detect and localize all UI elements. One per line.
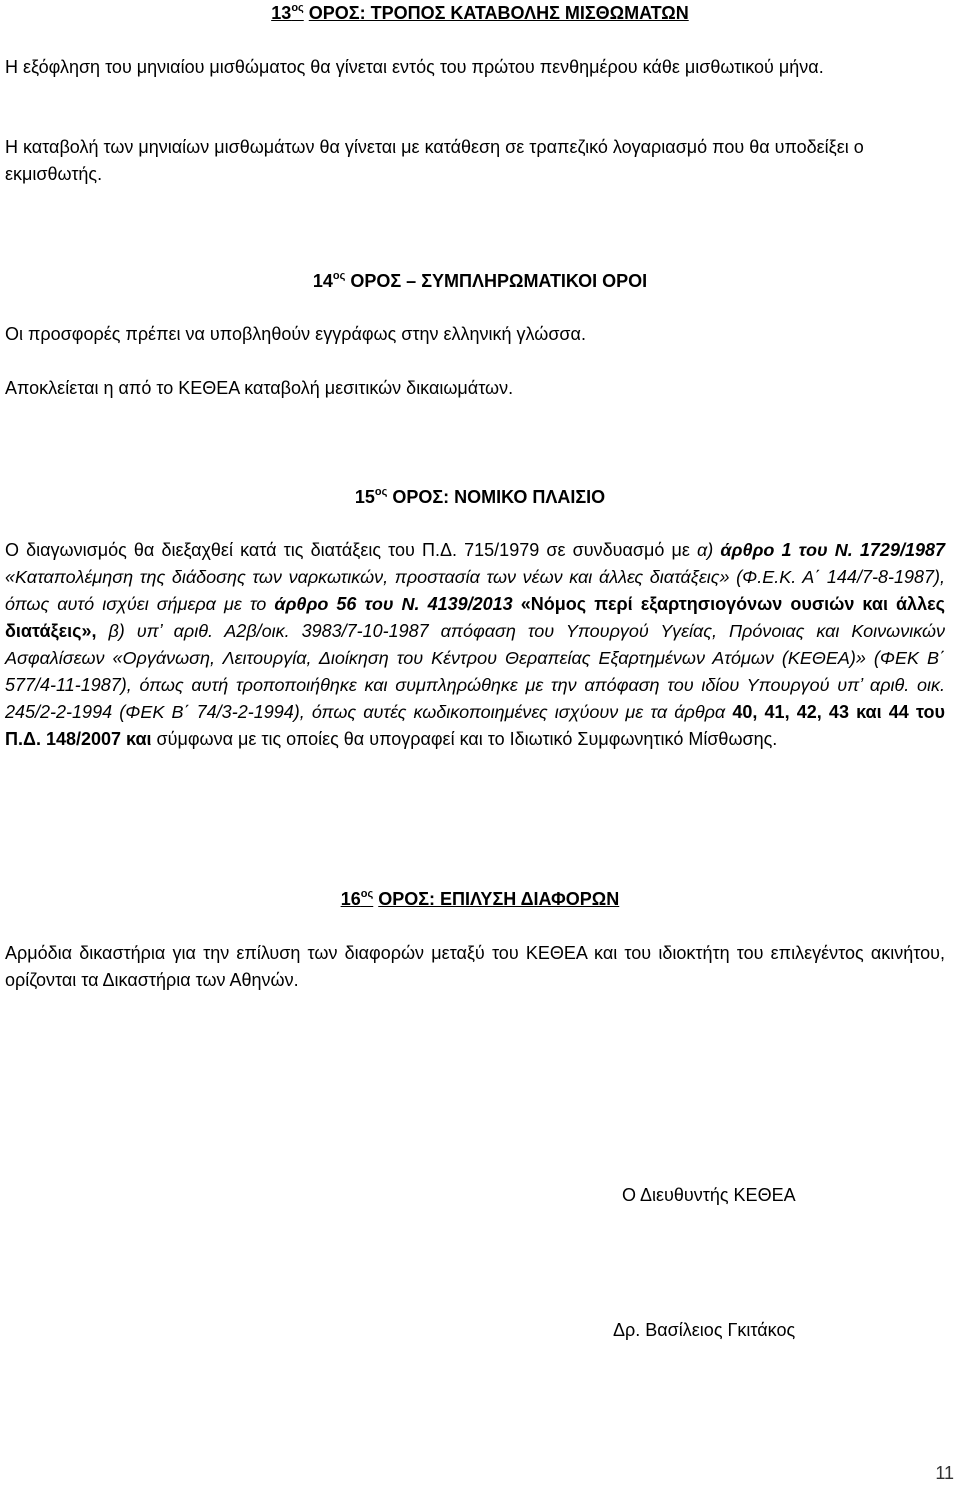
legal-text-7: «Νόμος περί εξαρτησιογόνων ουσιών και άλλες διατάξεις», bbox=[5, 594, 945, 641]
section-13-heading bbox=[0, 0, 960, 27]
legal-text-2: α) bbox=[697, 540, 721, 560]
section-16-heading bbox=[0, 886, 960, 913]
signature-name: Δρ. Βασίλειος Γκιτάκος bbox=[613, 1320, 796, 1340]
section-15-ordinal: ος bbox=[374, 486, 388, 498]
section-13-title: ΟΡΟΣ: ΤΡΟΠΟΣ ΚΑΤΑΒΟΛΗΣ ΜΙΣΘΩΜΑΤΩΝ bbox=[308, 3, 689, 23]
section-16-title: ΟΡΟΣ: ΕΠΙΛΥΣΗ ΔΙΑΦΟΡΩΝ bbox=[378, 889, 620, 909]
legal-text-5: άρθρο 56 του Ν. 4139/2013 bbox=[274, 594, 513, 614]
section-13-paragraph-2: Η καταβολή των μηνιαίων μισθωμάτων θα γίνεται με κατάθεση σε τραπεζικό λογαριασμό που θα υποδείξει ο εκμισθωτής. bbox=[5, 137, 864, 184]
section-15-title: ΟΡΟΣ: ΝΟΜΙΚΟ ΠΛΑΙΣΙΟ bbox=[392, 487, 606, 507]
signature-role: Ο Διευθυντής ΚΕΘΕΑ bbox=[622, 1185, 796, 1205]
section-14-number: 14 bbox=[312, 271, 333, 291]
section-15-number: 15 bbox=[354, 487, 375, 507]
legal-text-10: σύμφωνα με τις οποίες θα υπογραφεί και το Ιδιωτικό Συμφωνητικό Μίσθωσης. bbox=[151, 729, 778, 749]
section-16-number: 16 bbox=[340, 889, 361, 909]
section-14-heading bbox=[0, 268, 960, 295]
section-16-ordinal: ος bbox=[360, 888, 374, 900]
legal-text-3: άρθρο 1 του Ν. 1729/1987 bbox=[720, 540, 945, 560]
section-14-paragraph-2: Αποκλείεται η από το ΚΕΘΕΑ καταβολή μεσιτικών δικαιωμάτων. bbox=[5, 378, 514, 398]
section-15-legal-framework-paragraph bbox=[5, 537, 945, 753]
legal-text-6 bbox=[513, 594, 521, 614]
section-16-paragraph-1: Αρμόδια δικαστήρια για την επίλυση των διαφορών μεταξύ του ΚΕΘΕΑ και του ιδιοκτήτη του επιλεγέντος ακινήτου, ορίζονται τα Δικαστήρια των Αθηνών. bbox=[5, 943, 945, 990]
legal-text-4: «Καταπολέμηση της διάδοσης των ναρκωτικών, προστασία των νέων και άλλες διατάξεις» (Φ.Ε.Κ. Α΄ 144/7-8-1987), όπως αυτό ισχύει σήμερα με το bbox=[5, 567, 945, 614]
section-14-title: ΟΡΟΣ – ΣΥΜΠΛΗΡΩΜΑΤΙΚΟΙ ΟΡΟΙ bbox=[350, 271, 648, 291]
section-15-heading bbox=[0, 484, 960, 511]
section-13-number: 13 bbox=[271, 3, 292, 23]
legal-text-1: Ο διαγωνισμός θα διεξαχθεί κατά τις διατάξεις του Π.Δ. 715/1979 σε συνδυασμό με bbox=[5, 540, 697, 560]
section-13-paragraph-1: Η εξόφληση του μηνιαίου μισθώματος θα γίνεται εντός του πρώτου πενθημέρου κάθε μισθωτικού μήνα. bbox=[5, 57, 824, 77]
section-13-ordinal: ος bbox=[291, 2, 304, 14]
legal-text-9: 40, 41, 42, 43 και 44 του Π.Δ. 148/2007 και bbox=[5, 702, 945, 749]
section-14-paragraph-1: Οι προσφορές πρέπει να υποβληθούν εγγράφως στην ελληνική γλώσσα. bbox=[5, 324, 586, 344]
section-14-ordinal: ος bbox=[332, 270, 346, 282]
page-number: 11 bbox=[935, 1463, 954, 1483]
legal-text-8: β) υπ’ αριθ. Α2β/οικ. 3983/7-10-1987 απόφαση του Υπουργού Υγείας, Πρόνοιας και Κοινωνικών Ασφαλίσεων «Οργάνωση, Λειτουργία, Διοίκηση του Κέντρου Θεραπείας Εξαρτημένων Ατόμων (ΚΕΘΕΑ)» (ΦΕΚ Β΄ 577/4-11-1987), όπως αυτή τροποποιήθηκε και συμπληρώθηκε με την απόφαση του ιδίου Υπουργού υπ’ αριθ. οικ. 245/2-2-1994 (ΦΕΚ Β΄ 74/3-2-1994), όπως αυτές κωδικοποιημένες ισχύουν με τα άρθρα bbox=[5, 621, 945, 722]
